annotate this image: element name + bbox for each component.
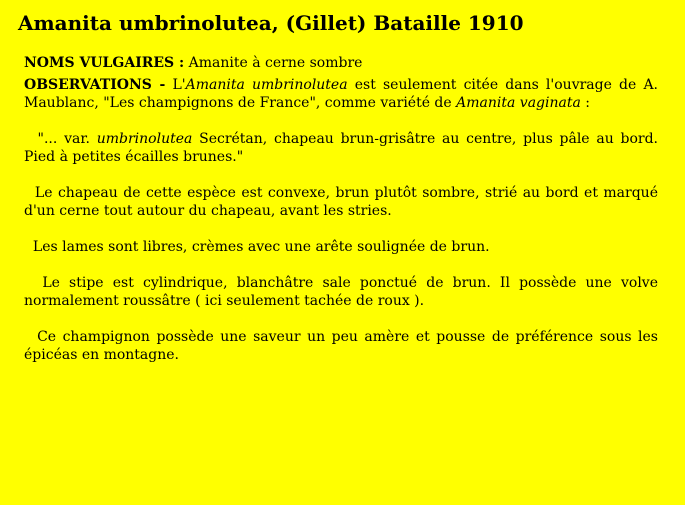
taste-habitat-text: Ce champignon possède une saveur un peu amère et pousse de préférence sous les épicéas en montagne.: [24, 329, 658, 363]
quote-paragraph: [24, 130, 658, 166]
quote-prefix: "... var.: [37, 131, 97, 147]
variety-name: Amanita vaginata: [456, 95, 581, 111]
common-names-value: Amanite à cerne sombre: [188, 55, 363, 71]
gills-paragraph: [24, 238, 658, 256]
description: [24, 54, 658, 364]
observations-label: OBSERVATIONS -: [24, 77, 166, 93]
observations-intro-suffix: :: [580, 95, 590, 111]
stipe-text: Le stipe est cylindrique, blanchâtre sale ponctué de brun. Il possède une volve normalement roussâtre ( ici seulement tachée de roux ).: [24, 275, 658, 309]
common-names-label: NOMS VULGAIRES :: [24, 55, 185, 71]
common-names-line: [24, 54, 658, 72]
observations-intro-text: est seulement citée dans l'ouvrage de A. Maublanc, "Les champignons de France", comme variété de: [24, 77, 658, 111]
quote-text: Secrétan, chapeau brun-grisâtre au centre, plus pâle au bord. Pied à petites écailles brunes.": [24, 131, 658, 165]
gills-text: Les lames sont libres, crèmes avec une arête soulignée de brun.: [32, 239, 490, 255]
taste-habitat-paragraph: [24, 328, 658, 364]
species-name: Amanita umbrinolutea: [185, 77, 348, 93]
observations-intro-prefix: L': [172, 77, 186, 93]
observations-paragraph: [24, 76, 658, 112]
cap-paragraph: [24, 184, 658, 220]
stipe-paragraph: [24, 274, 658, 310]
quote-variety: umbrinolutea: [96, 131, 193, 147]
page-title: Amanita umbrinolutea, (Gillet) Bataille 1910: [18, 11, 524, 35]
cap-text: Le chapeau de cette espèce est convexe, brun plutôt sombre, strié au bord et marqué d'un cerne tout autour du chapeau, avant les stries.: [24, 185, 658, 219]
